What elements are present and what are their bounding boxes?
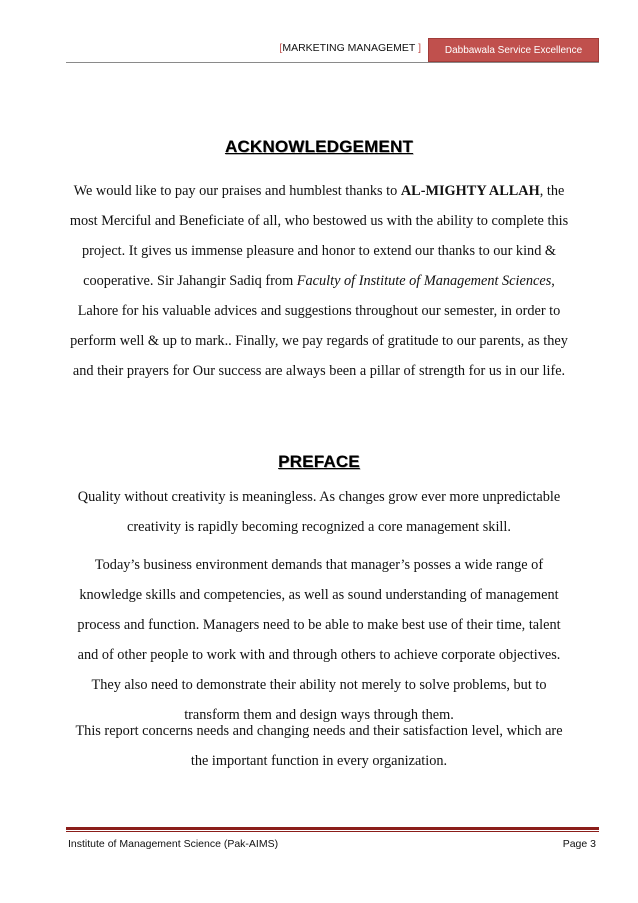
page-header xyxy=(66,38,599,62)
footer-institute: Institute of Management Science (Pak-AIMS) xyxy=(68,838,279,850)
header-subject-badge: Dabbawala Service Excellence xyxy=(428,38,599,62)
preface-heading: PREFACE xyxy=(278,452,360,471)
preface-paragraph-3: This report concerns needs and changing needs and their satisfaction level, which are the important function in every organization. xyxy=(75,723,563,769)
header-title-text: MARKETING MANAGEMET xyxy=(282,42,416,54)
acknowledgement-italic-text: Faculty of Institute of Management Sciences xyxy=(296,273,552,289)
header-rule xyxy=(66,62,599,63)
footer-page-number: Page 3 xyxy=(562,838,596,850)
acknowledgement-paragraph: We would like to pay our praises and humblest thanks to AL-MIGHTY ALLAH, the most Merciful and Beneficiate of all, who bestowed us with the ability to complete this project. It gives us immense pleasure and honor to extend our thanks to our kind & cooperative. Sir Jahangir Sadiq from Faculty of Institute of Management Sciences, Lahore for his valuable advices and suggestions throughout our semester, in order to perform well & up to mark.. Finally, we pay regards of gratitude to our parents, as they and their prayers for Our success are always been a pillar of strength for us in our life. xyxy=(69,183,569,379)
footer-rule-thick xyxy=(66,827,599,830)
preface-paragraph-1: Quality without creativity is meaningless. As changes grow ever more unpredictable creativity is rapidly becoming recognized a core management skill. xyxy=(77,489,561,535)
acknowledgement-bold-text: AL-MIGHTY ALLAH xyxy=(400,183,540,199)
footer-rule-thin xyxy=(66,831,599,832)
preface-paragraph-2: Today’s business environment demands that manager’s posses a wide range of knowledge skills and competencies, as well as sound understanding of management process and function. Managers need to be able to make best use of their time, talent and of other people to work with and through others to achieve corporate objectives. They also need to demonstrate their ability not merely to solve problems, but to transform them and design ways through them. xyxy=(77,557,561,723)
header-doc-title: [MARKETING MANAGEMET ] xyxy=(279,42,421,54)
acknowledgement-heading: ACKNOWLEDGEMENT xyxy=(224,137,414,156)
